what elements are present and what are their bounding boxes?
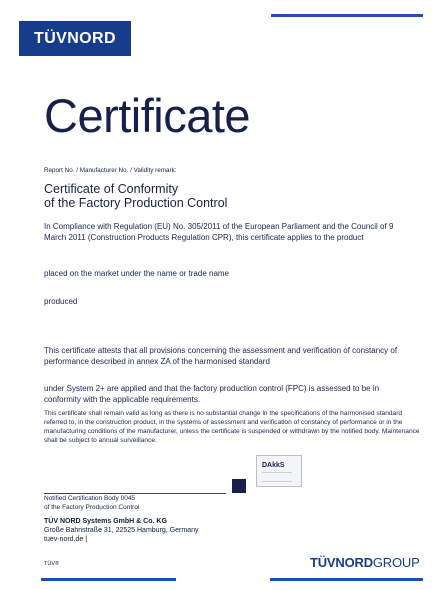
dakks-mark: DAkkS [262,462,285,469]
company-website[interactable]: tuev-nord.de | [44,536,88,543]
stamp-icon [232,479,246,493]
dakks-accreditation-seal [256,455,302,487]
ref-label: Report No. / Manufacturer No. / Validity remark: [44,167,177,174]
group-logo-light: GROUP [372,555,420,570]
attests-text: This certificate attests that all provisions concerning the assessment and verification of constancy of performance described in annex ZA of the harmonised standard [44,346,398,366]
tuv-nord-logo [19,21,131,56]
bottom-left-accent-line [41,578,176,581]
subtitle-line-2: of the Factory Production Control [44,196,228,210]
company-name: TÜV NORD Systems GmbH & Co. KG [44,518,167,525]
tuv-nord-group-logo [310,555,420,570]
system-text: under System 2+ are applied and that the factory production control (FPC) is assessed to be in conformity with the applicable requirements. [44,384,380,404]
company-block [44,517,198,544]
small-mark: TÜV® [44,561,60,567]
top-accent-line [271,14,423,17]
bottom-right-accent-line [270,578,423,581]
logo-text: TÜVNORD [34,29,116,47]
dakks-seal-lines [262,472,292,482]
certificate-title: Certificate [44,89,251,142]
notified-body-line-2: of the Factory Production Control [44,503,140,511]
produced-text: produced [44,297,78,306]
notified-body-line-1: Notified Certification Body 0045 [44,495,136,502]
certificate-subtitle [44,182,227,210]
market-text: placed on the market under the name or trade name [44,269,229,278]
subtitle-line-1: Certificate of Conformity [44,182,179,196]
regulation-text: In Compliance with Regulation (EU) No. 305/2011 of the European Parliament and the Council of 9 March 2011 (Construction Products Regulation CPR), this certificate applies to the product [44,222,394,242]
group-logo-bold: TÜVNORD [310,555,373,570]
validity-text: This certificate shall remain valid as long as there is no substantial change in the specifications of the harmonised standard referred to, in the construction product, in the systems of assessment and verification of constancy of performance or in the manufacturing conditions of the manufacturer, unless the certificate is suspended or withdrawn by the notified body. Maintenance shall be subject to annual surveillance. [44,410,420,444]
company-address: Große Bahnstraße 31, 22525 Hamburg, Germany [44,527,199,534]
signature-line [44,493,226,494]
notified-body [44,495,139,512]
